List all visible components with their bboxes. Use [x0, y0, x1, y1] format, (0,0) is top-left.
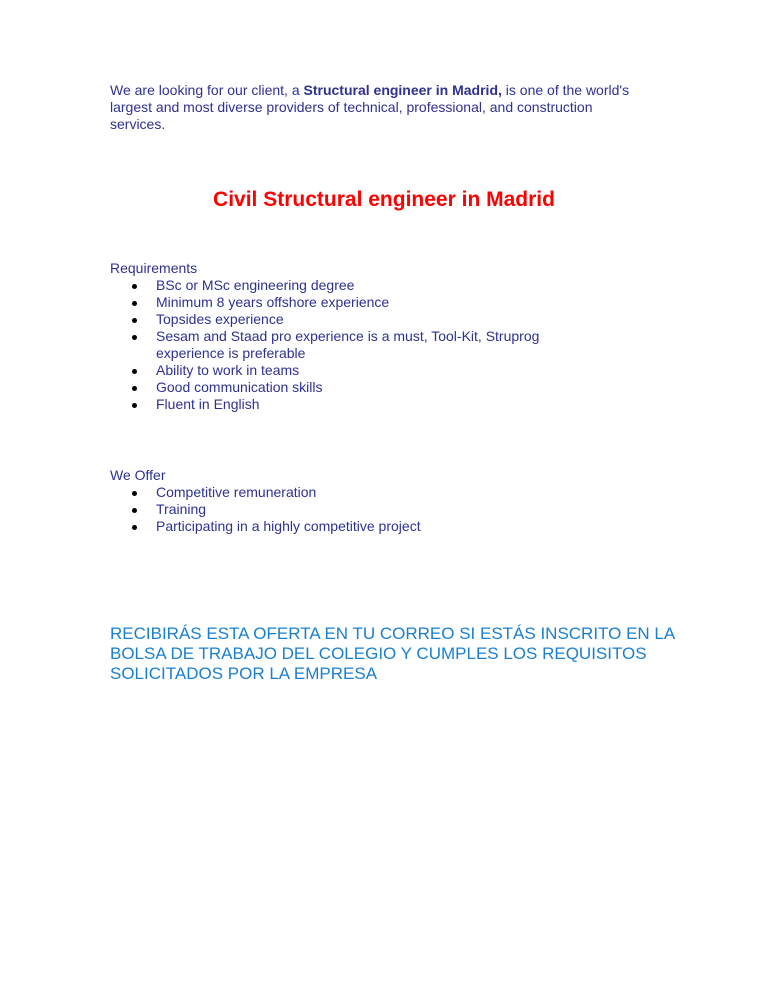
requirements-section	[110, 260, 630, 413]
list-item-text: Participating in a highly competitive project	[156, 518, 421, 534]
bullet-icon	[132, 386, 137, 391]
offer-section	[110, 467, 630, 535]
bullet-icon	[132, 318, 137, 323]
bullet-icon	[132, 491, 137, 496]
list-item	[156, 501, 576, 518]
bullet-icon	[132, 369, 137, 374]
bullet-icon	[132, 335, 137, 340]
bullet-icon	[132, 403, 137, 408]
intro-prefix: We are looking for our client, a	[110, 82, 304, 98]
list-item	[156, 396, 576, 413]
list-item-text: Sesam and Staad pro experience is a must, Tool-Kit, Struprog experience is preferable	[156, 328, 540, 361]
list-item-text: Fluent in English	[156, 396, 260, 412]
list-item	[156, 379, 576, 396]
list-item-text: Competitive remuneration	[156, 484, 317, 500]
bullet-icon	[132, 284, 137, 289]
list-item-text: Topsides experience	[156, 311, 284, 327]
job-title: Civil Structural engineer in Madrid	[213, 188, 555, 211]
list-item	[156, 362, 576, 379]
bullet-icon	[132, 508, 137, 513]
intro-bold-role: Structural engineer in Madrid,	[303, 82, 502, 98]
list-item-text: BSc or MSc engineering degree	[156, 277, 355, 293]
intro-suffix: is one of the world's largest and most diverse providers of technical, professional, and construction services.	[110, 82, 630, 132]
bullet-icon	[132, 301, 137, 306]
offer-list	[110, 484, 630, 535]
requirements-heading: Requirements	[110, 260, 198, 276]
list-item-text: Training	[156, 501, 207, 517]
list-item-text: Minimum 8 years offshore experience	[156, 294, 390, 310]
intro-paragraph	[110, 82, 650, 133]
registration-notice: RECIBIRÁS ESTA OFERTA EN TU CORREO SI ESTÁS INSCRITO EN LA BOLSA DE TRABAJO DEL COLEGIO Y CUMPLES LOS REQUISITOS SOLICITADOS POR LA EMPRESA	[110, 624, 675, 683]
list-item	[156, 311, 576, 328]
list-item-text: Good communication skills	[156, 379, 323, 395]
list-item	[156, 484, 576, 501]
list-item	[156, 328, 576, 362]
offer-heading: We Offer	[110, 467, 166, 483]
list-item	[156, 277, 576, 294]
list-item	[156, 294, 576, 311]
list-item-text: Ability to work in teams	[156, 362, 300, 378]
list-item	[156, 518, 576, 535]
bullet-icon	[132, 525, 137, 530]
requirements-list	[110, 277, 630, 413]
